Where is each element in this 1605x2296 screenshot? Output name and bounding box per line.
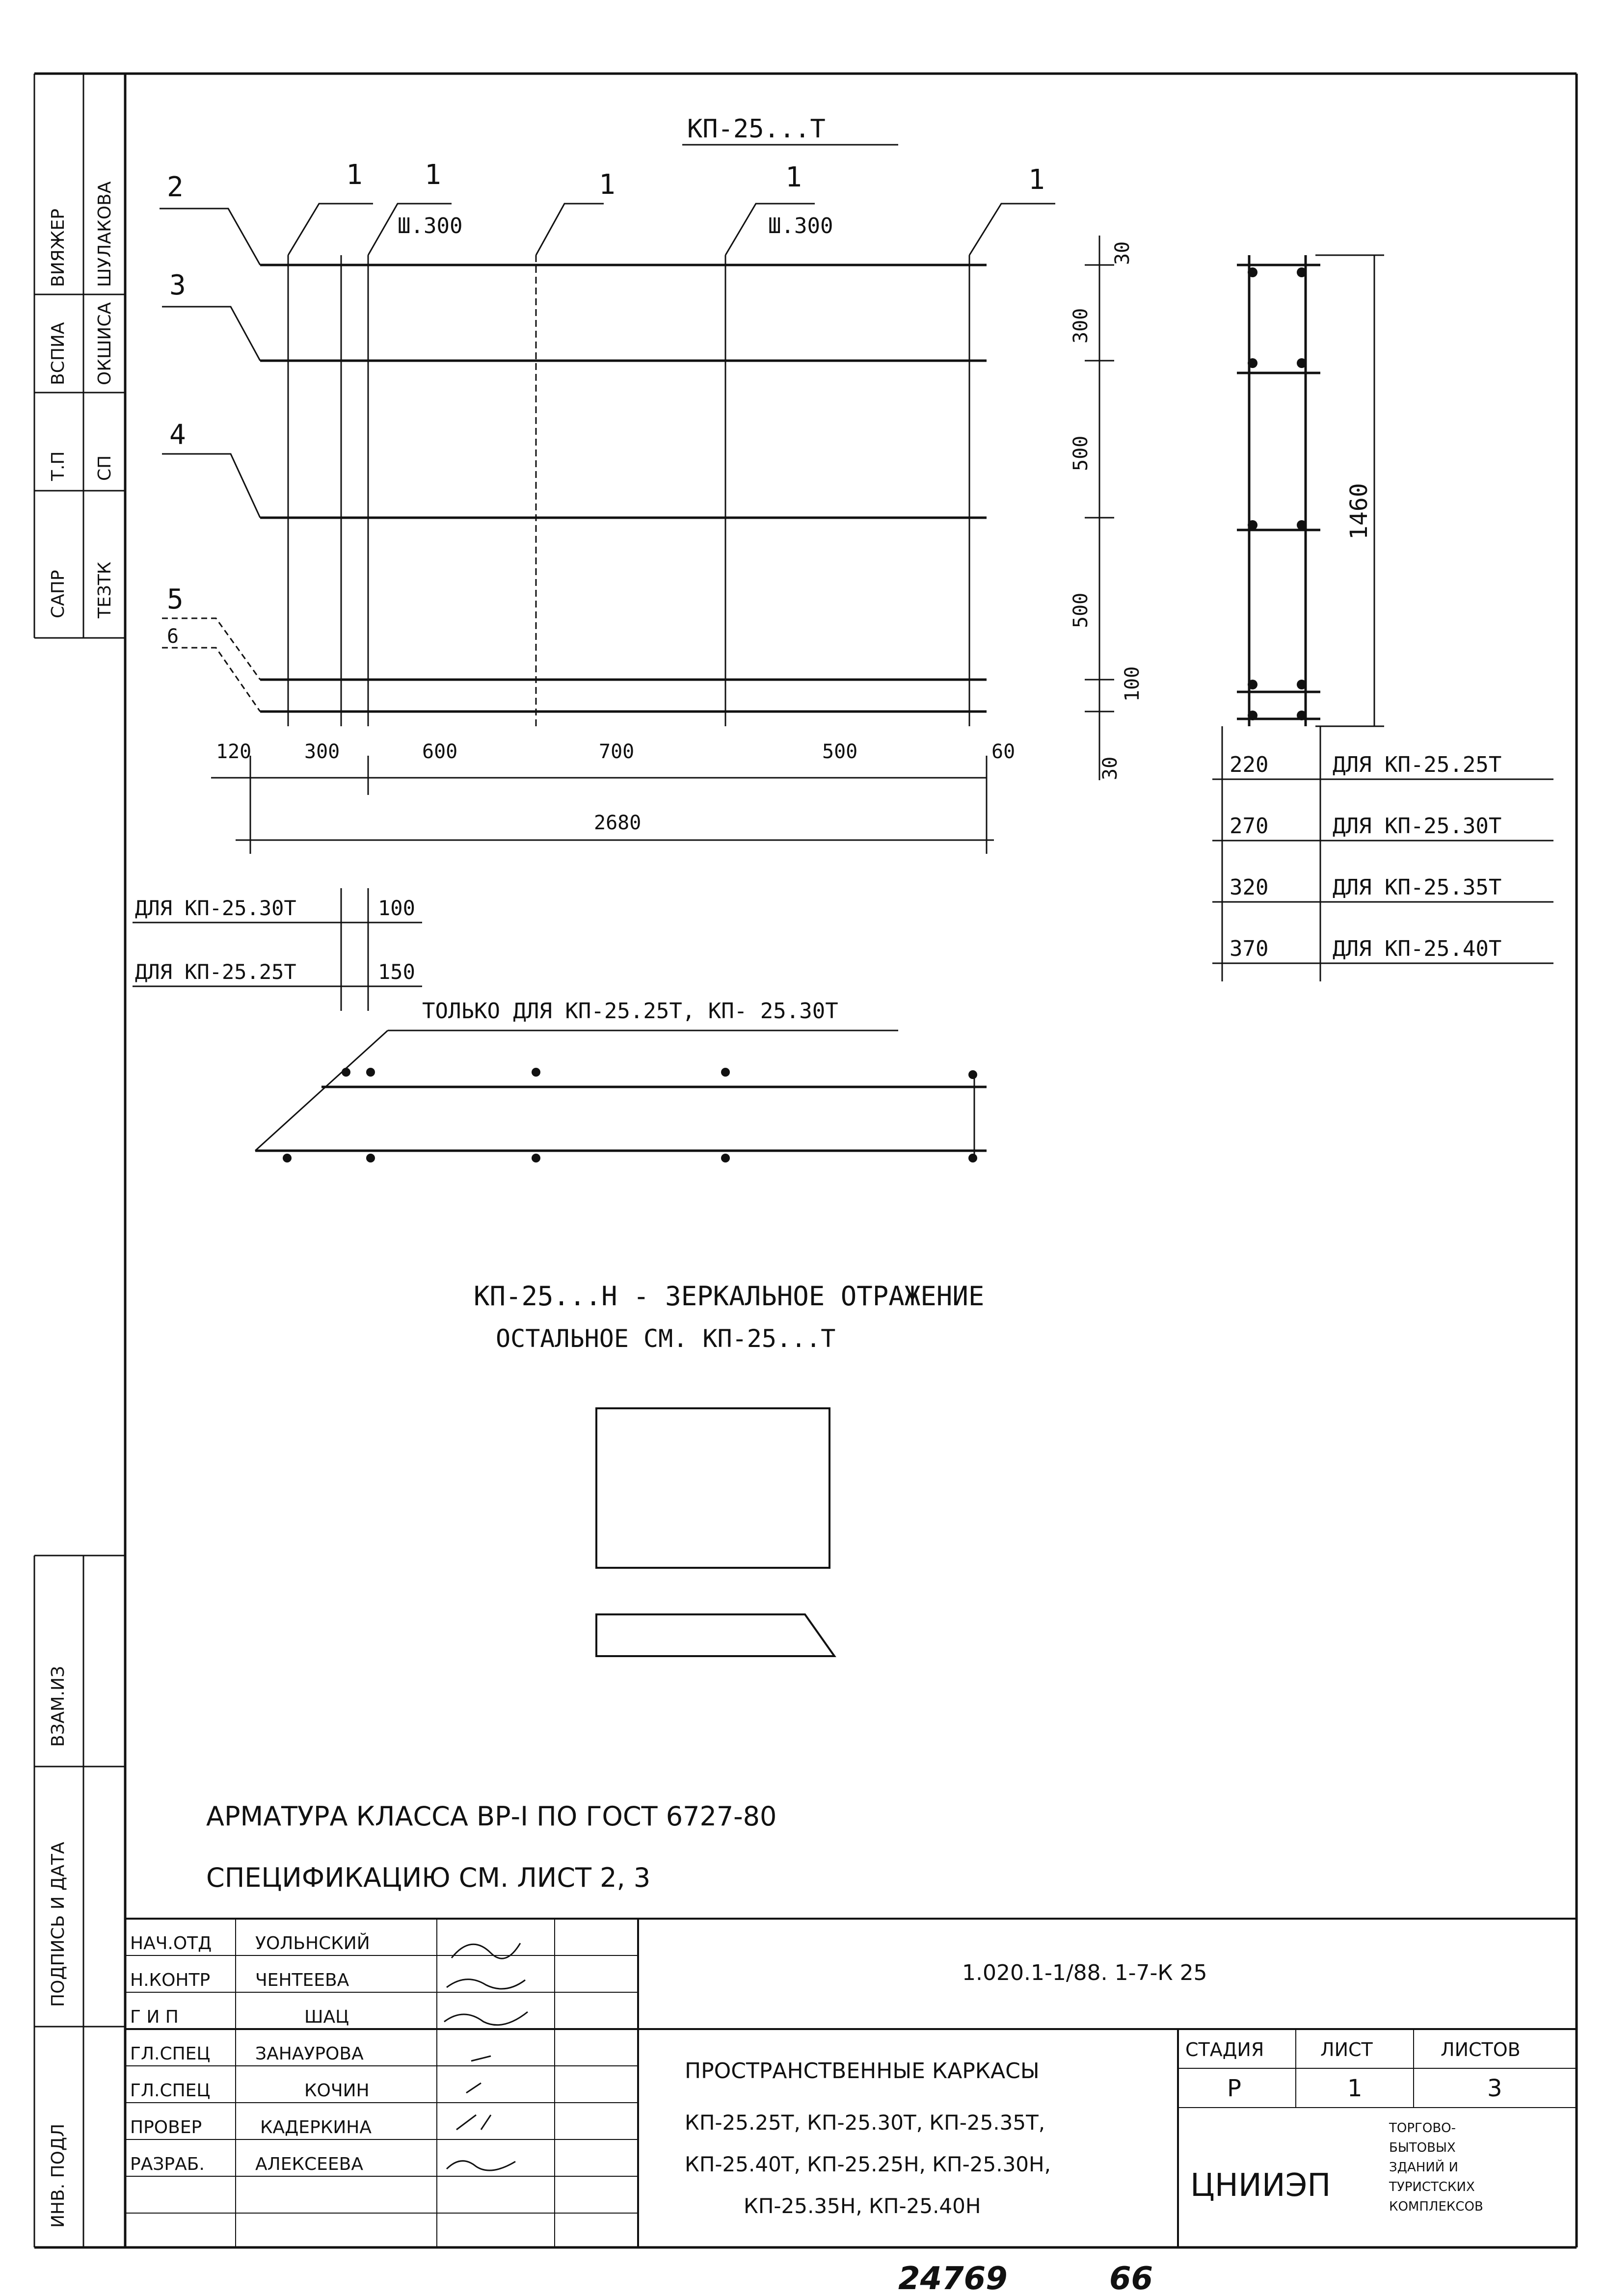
mark-5: 5 — [167, 583, 184, 615]
drawing-code: 1.020.1-1/88. 1-7-К 25 — [962, 1960, 1207, 1985]
width-value-4: 370 — [1230, 936, 1269, 961]
left-note-2-label: ДЛЯ КП-25.25Т — [135, 960, 296, 984]
sidebar-text-2: ТЕЗТК — [95, 561, 115, 618]
role-4: ГЛ.СПЕЦ — [130, 2044, 211, 2064]
cross-section — [1237, 255, 1320, 726]
mark-1a: 1 — [346, 159, 363, 191]
rdim-500a: 500 — [1070, 435, 1092, 471]
name-5: КОЧИН — [304, 2081, 370, 2101]
role-5: ГЛ.СПЕЦ — [130, 2081, 211, 2101]
dim-2680: 2680 — [594, 812, 642, 834]
name-6: КАДЕРКИНА — [260, 2117, 372, 2138]
footer-page: 66 — [1109, 2261, 1153, 2296]
org-sub-1: ТОРГОВО- — [1389, 2121, 1456, 2136]
sheet-value: 1 — [1347, 2075, 1363, 2102]
section-height: 1460 — [1345, 483, 1373, 540]
width-value-3: 320 — [1230, 875, 1269, 900]
dim-600: 600 — [422, 740, 458, 763]
dim-120: 120 — [216, 740, 252, 763]
stage-value: Р — [1227, 2075, 1241, 2102]
rdim-100: 100 — [1121, 666, 1144, 702]
sidebar-text-3: Т.П — [48, 451, 68, 481]
sidebar-text-1: САПР — [48, 570, 68, 618]
drawing-title: КП-25...Т — [687, 114, 826, 144]
name-7: АЛЕКСЕЕВА — [255, 2154, 363, 2174]
left-note-2-value: 150 — [378, 960, 415, 984]
role-1: НАЧ.ОТД — [130, 1933, 212, 1953]
org-name: ЦНИИЭП — [1190, 2167, 1331, 2204]
plan-bars — [283, 1068, 977, 1162]
signatures — [444, 1943, 528, 2170]
rdim-300: 300 — [1070, 308, 1092, 343]
sidebar-text-vzam: ВЗАМ.ИЗ — [48, 1666, 68, 1747]
mark-6: 6 — [167, 625, 179, 648]
footer-number: 24769 — [898, 2261, 1008, 2296]
plan-view — [255, 1030, 987, 1158]
dim-700: 700 — [599, 740, 635, 763]
rdim-30a: 30 — [1111, 241, 1134, 265]
mark-1d: 1 — [785, 161, 802, 193]
rdim-500b: 500 — [1070, 592, 1092, 628]
mirror-sketch-plan — [596, 1614, 834, 1656]
armature-note: АРМАТУРА КЛАССА ВР-I ПО ГОСТ 6727-80 — [206, 1801, 777, 1832]
mirror-sketch-rect — [596, 1408, 829, 1568]
sheet-header: ЛИСТ — [1320, 2039, 1373, 2060]
drawing-name: ПРОСТРАНСТВЕННЫЕ КАРКАСЫ — [685, 2058, 1040, 2084]
frame-verticals — [288, 255, 969, 726]
width-value-2: 270 — [1230, 814, 1269, 839]
pitch-label-a: Ш.300 — [398, 213, 463, 238]
org-sub-4: ТУРИСТСКИХ — [1389, 2180, 1475, 2194]
only-for-note: ТОЛЬКО ДЛЯ КП-25.25Т, КП- 25.30Т — [422, 999, 838, 1024]
name-3: ШАЦ — [304, 2007, 349, 2027]
sidebar-text-inv: ИНВ. ПОДЛ — [48, 2123, 68, 2228]
drawing-desc-3: КП-25.35Н, КП-25.40Н — [744, 2194, 981, 2218]
sidebar-text-7: ВИЯЖЕР — [48, 209, 68, 287]
left-note-1-label: ДЛЯ КП-25.30Т — [135, 896, 296, 920]
sheets-value: 3 — [1487, 2075, 1502, 2102]
mark-1c: 1 — [599, 169, 615, 201]
name-4: ЗАНАУРОВА — [255, 2044, 364, 2064]
mark-1b: 1 — [425, 159, 441, 191]
width-value-1: 220 — [1230, 752, 1269, 777]
spec-note: СПЕЦИФИКАЦИЮ СМ. ЛИСТ 2, 3 — [206, 1862, 651, 1893]
role-3: Г И П — [130, 2007, 179, 2027]
rdim-30b: 30 — [1099, 756, 1122, 780]
name-2: ЧЕНТЕЕВА — [255, 1970, 349, 1990]
mark-3: 3 — [169, 269, 186, 301]
mark-leaders — [160, 204, 1055, 712]
sidebar-text-4: СП — [95, 455, 115, 481]
sidebar-text-5: ВСПИА — [48, 322, 68, 385]
drawing-desc-2: КП-25.40Т, КП-25.25Н, КП-25.30Н, — [685, 2152, 1051, 2176]
mirror-note-2: ОСТАЛЬНОЕ СМ. КП-25...Т — [496, 1324, 836, 1353]
drawing-desc-1: КП-25.25Т, КП-25.30Т, КП-25.35Т, — [685, 2111, 1045, 2135]
name-1: УОЛЬНСКИЙ — [255, 1933, 370, 1953]
width-label-4: ДЛЯ КП-25.40Т — [1333, 936, 1502, 961]
frame-bars — [260, 265, 987, 712]
section-bars — [1248, 267, 1307, 720]
sheets-header: ЛИСТОВ — [1441, 2039, 1521, 2060]
mark-4: 4 — [169, 419, 186, 451]
left-note-1-value: 100 — [378, 896, 415, 920]
sidebar-text-podpis: ПОДПИСЬ И ДАТА — [48, 1842, 68, 2007]
role-6: ПРОВЕР — [130, 2117, 202, 2138]
width-label-2: ДЛЯ КП-25.30Т — [1333, 814, 1502, 839]
dim-300: 300 — [304, 740, 340, 763]
dim-500: 500 — [822, 740, 858, 763]
dim-60: 60 — [991, 740, 1016, 763]
org-sub-5: КОМПЛЕКСОВ — [1389, 2199, 1483, 2214]
org-sub-2: БЫТОВЫХ — [1389, 2140, 1456, 2155]
bottom-dim-chain — [211, 756, 994, 854]
sidebar-text-6: ОКШИСА — [95, 302, 115, 385]
mark-1e: 1 — [1028, 164, 1045, 196]
width-label-3: ДЛЯ КП-25.35Т — [1333, 875, 1502, 900]
sidebar-text-8: ШУЛАКОВА — [95, 181, 115, 287]
mirror-note-1: КП-25...Н - ЗЕРКАЛЬНОЕ ОТРАЖЕНИЕ — [474, 1281, 985, 1312]
width-label-1: ДЛЯ КП-25.25Т — [1333, 752, 1502, 777]
stage-header: СТАДИЯ — [1185, 2039, 1264, 2060]
sheet-frame — [34, 74, 1577, 2247]
pitch-label-b: Ш.300 — [768, 213, 833, 238]
role-7: РАЗРАБ. — [130, 2154, 205, 2174]
mark-2: 2 — [167, 171, 184, 203]
org-sub-3: ЗДАНИЙ И — [1389, 2160, 1458, 2175]
role-2: Н.КОНТР — [130, 1970, 211, 1990]
